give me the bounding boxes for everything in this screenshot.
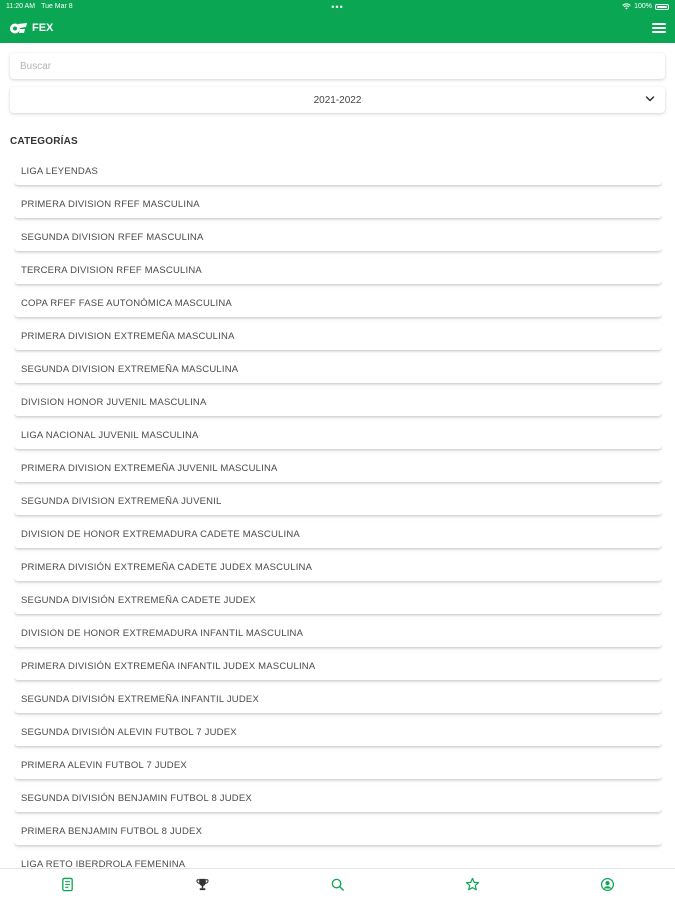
chevron-down-icon	[645, 95, 655, 103]
battery-icon	[655, 4, 669, 10]
status-bar	[0, 0, 675, 13]
category-item[interactable]: COPA RFEF FASE AUTONÓMICA MASCULINA	[14, 290, 662, 317]
tab-competitions[interactable]	[135, 869, 270, 900]
category-item[interactable]: SEGUNDA DIVISIÓN BENJAMIN FUTBOL 8 JUDEX	[14, 785, 662, 812]
season-select[interactable]	[10, 87, 665, 113]
search-box	[10, 53, 665, 79]
app-header	[0, 13, 675, 43]
battery-percent: 100%	[634, 3, 652, 10]
tab-favorites[interactable]	[405, 869, 540, 900]
wifi-icon	[622, 3, 631, 10]
status-right	[622, 3, 669, 10]
app-logo[interactable]	[9, 21, 53, 35]
category-item[interactable]: DIVISION HONOR JUVENIL MASCULINA	[14, 389, 662, 416]
tab-profile[interactable]	[540, 869, 675, 900]
star-icon	[465, 877, 480, 892]
categories-section-title: CATEGORÍAS	[10, 136, 78, 147]
category-item[interactable]: PRIMERA DIVISION RFEF MASCULINA	[14, 191, 662, 218]
menu-line	[652, 31, 666, 33]
category-item[interactable]: PRIMERA DIVISION EXTREMEÑA MASCULINA	[14, 323, 662, 350]
category-item[interactable]: SEGUNDA DIVISIÓN EXTREMEÑA CADETE JUDEX	[14, 587, 662, 614]
category-item[interactable]: SEGUNDA DIVISIÓN ALEVIN FUTBOL 7 JUDEX	[14, 719, 662, 746]
category-item[interactable]: SEGUNDA DIVISION EXTREMEÑA MASCULINA	[14, 356, 662, 383]
category-item[interactable]: SEGUNDA DIVISION EXTREMEÑA JUVENIL	[14, 488, 662, 515]
status-time: 11:20 AM	[6, 3, 36, 10]
bottom-tab-bar	[0, 868, 675, 900]
user-icon	[600, 877, 615, 892]
document-icon	[60, 877, 75, 892]
tab-news[interactable]	[0, 869, 135, 900]
category-item[interactable]: PRIMERA ALEVIN FUTBOL 7 JUDEX	[14, 752, 662, 779]
search-icon	[330, 877, 345, 892]
category-item[interactable]: LIGA NACIONAL JUVENIL MASCULINA	[14, 422, 662, 449]
app-logo-text: FEX	[32, 22, 54, 34]
fex-logo-icon	[9, 21, 29, 35]
trophy-icon	[195, 877, 210, 892]
status-left	[6, 3, 73, 10]
category-item[interactable]: SEGUNDA DIVISIÓN EXTREMEÑA INFANTIL JUDEX	[14, 686, 662, 713]
menu-line	[652, 23, 666, 25]
search-input[interactable]	[20, 61, 655, 72]
category-item[interactable]: PRIMERA DIVISIÓN EXTREMEÑA CADETE JUDEX MASCULINA	[14, 554, 662, 581]
category-item[interactable]: LIGA LEYENDAS	[14, 158, 662, 185]
season-selected-value: 2021-2022	[313, 94, 362, 106]
category-item[interactable]: PRIMERA DIVISIÓN EXTREMEÑA INFANTIL JUDEX MASCULINA	[14, 653, 662, 680]
category-item[interactable]: PRIMERA BENJAMIN FUTBOL 8 JUDEX	[14, 818, 662, 845]
multitasking-dots[interactable]: •••	[331, 1, 344, 12]
hamburger-menu-button[interactable]	[652, 22, 666, 34]
menu-line	[652, 27, 666, 29]
category-item[interactable]: DIVISION DE HONOR EXTREMADURA INFANTIL MASCULINA	[14, 620, 662, 647]
category-item[interactable]: PRIMERA DIVISION EXTREMEÑA JUVENIL MASCULINA	[14, 455, 662, 482]
tab-search[interactable]	[270, 869, 405, 900]
category-item[interactable]: LIGA RETO IBERDROLA FEMENINA	[14, 851, 662, 868]
category-list	[14, 158, 662, 868]
category-item[interactable]: DIVISION DE HONOR EXTREMADURA CADETE MASCULINA	[14, 521, 662, 548]
category-item[interactable]: SEGUNDA DIVISION RFEF MASCULINA	[14, 224, 662, 251]
category-item[interactable]: TERCERA DIVISION RFEF MASCULINA	[14, 257, 662, 284]
status-date: Tue Mar 8	[41, 3, 73, 10]
